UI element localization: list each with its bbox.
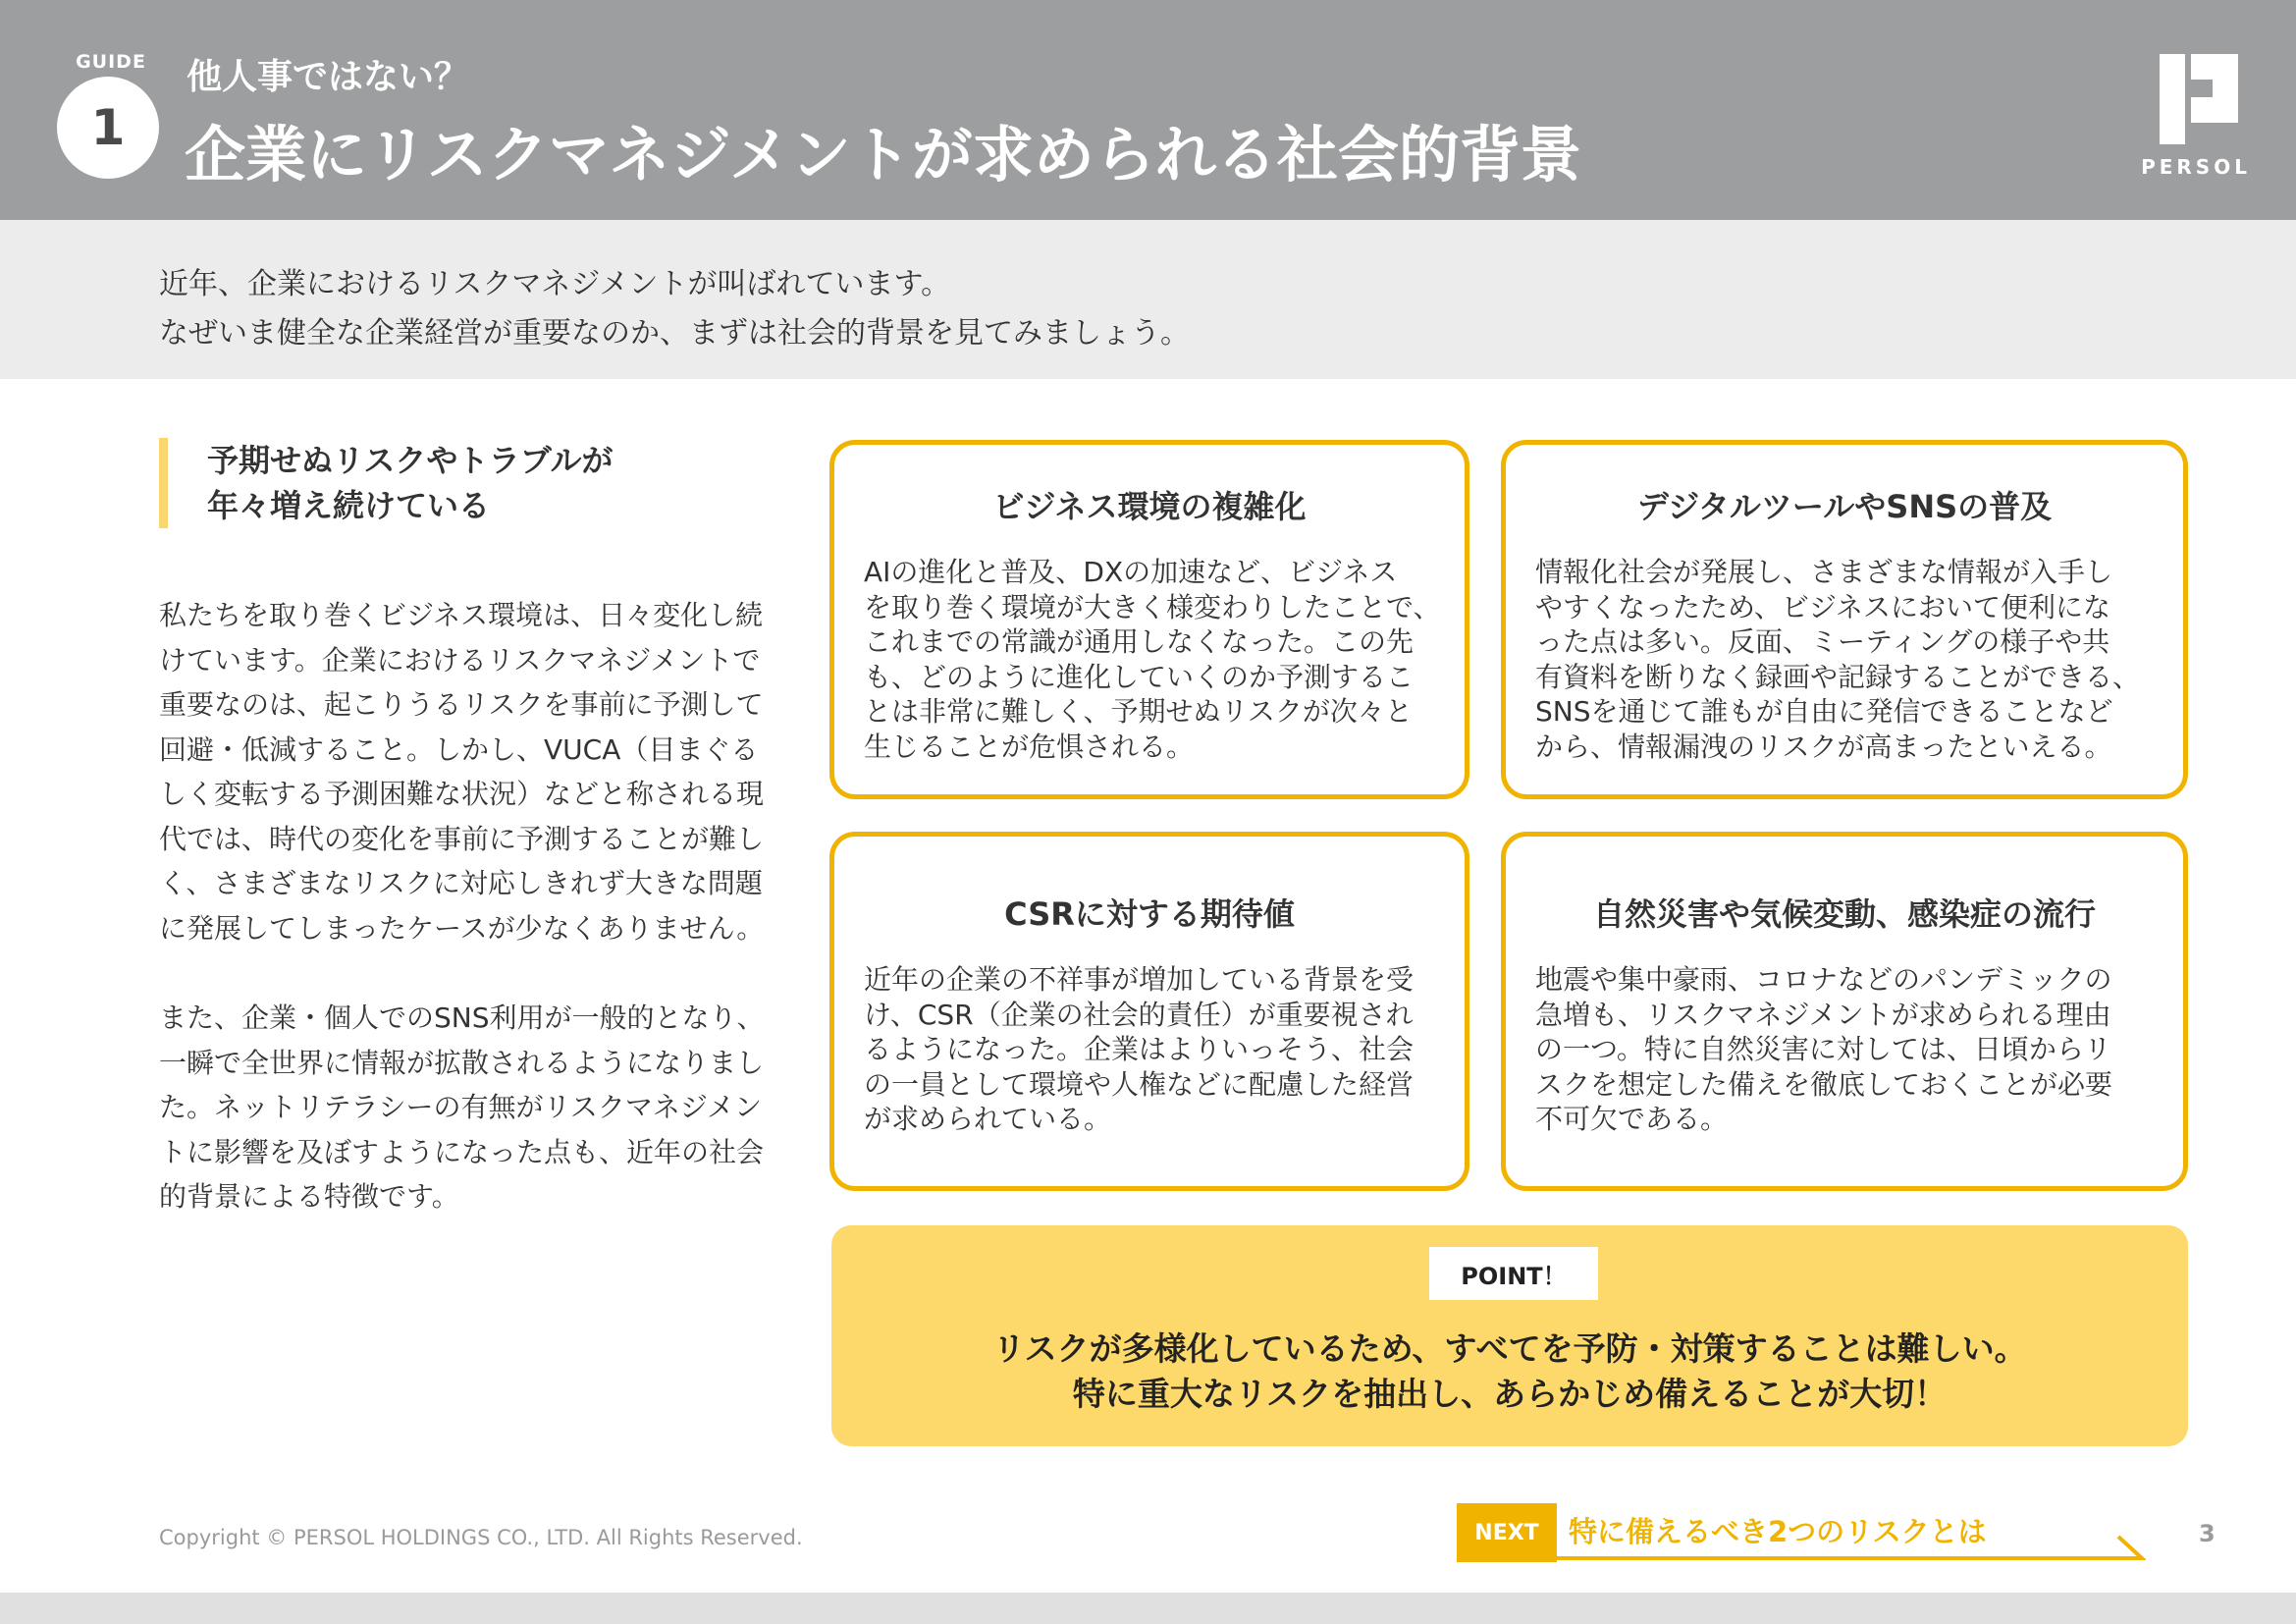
persol-logo-text: PERSOL [2141, 155, 2251, 179]
point-line-2: 特に重大なリスクを抽出し、あらかじめ備えることが大切！ [1072, 1375, 1948, 1413]
card-business-environment [829, 440, 1469, 799]
card-text: 地震や集中豪雨、コロナなどのパンデミックの 急増も、リスクマネジメントが求められる理由 の一つ。特に自然災害に対しては、日頃からリ スクを想定した備えを徹底しておくことが必要 不可欠である。 [1535, 963, 2113, 1135]
left-paragraph-1: 私たちを取り巻くビジネス環境は、日々変化し続 けています。企業におけるリスクマネジメントで 重要なのは、起こりうるリスクを事前に予測して 回避・低減すること。しかし、VUCA（目まぐる しく変転する予測困難な状況）などと称される現 代では、時代の変化を事前に予測することが難し く、さまざまなリスクに対応しきれず大きな問題 に発展してしまったケースが少なくありません。 [159, 599, 765, 945]
page-subtitle: 他人事ではない？ [187, 57, 470, 97]
card-title: 自然災害や気候変動、感染症の流行 [1592, 895, 2096, 933]
point-box [831, 1225, 2188, 1446]
card-title: CSRに対する期待値 [1004, 895, 1295, 933]
left-heading [159, 438, 613, 528]
page-number: 3 [2199, 1520, 2216, 1547]
left-paragraph-2: また、企業・個人でのSNS利用が一般的となり、 一瞬で全世界に情報が拡散されるようになりまし た。ネットリテラシーの有無がリスクマネジメン トに影響を及ぼすようになった点も、近年の社会 的背景による特徴です。 [159, 1001, 765, 1213]
next-link[interactable]: 特に備えるべき2つのリスクとは [1569, 1515, 1987, 1548]
point-line-1: リスクが多様化しているため、すべてを予防・対策することは難しい。 [992, 1329, 2027, 1368]
next-badge[interactable]: NEXT [1457, 1503, 1557, 1562]
left-heading-line-2: 年々増え続けている [207, 487, 491, 524]
bottom-band [0, 1593, 2296, 1624]
intro-line-2: なぜいま健全な企業経営が重要なのか、まずは社会的背景を見てみましょう。 [159, 316, 1190, 351]
copyright: Copyright © PERSOL HOLDINGS CO., LTD. All Rights Reserved. [159, 1526, 803, 1549]
next-arrow-icon [1557, 1527, 2146, 1566]
intro-band [0, 220, 2296, 379]
card-csr [829, 832, 1469, 1191]
header-band [0, 0, 2296, 220]
point-badge: POINT！ [1429, 1247, 1598, 1300]
guide-number: 1 [90, 99, 126, 156]
guide-label: GUIDE [76, 51, 146, 73]
page-title: 企業にリスクマネジメントが求められる社会的背景 [185, 119, 1581, 190]
card-text: 近年の企業の不祥事が増加している背景を受 け、CSR（企業の社会的責任）が重要視され るようになった。企業はよりいっそう、社会 の一員として環境や人権などに配慮した経営 が求められている。 [864, 963, 1415, 1135]
card-natural-disasters [1501, 832, 2188, 1191]
card-text: 情報化社会が発展し、さまざまな情報が入手し やすくなったため、ビジネスにおいて便利にな った点は多い。反面、ミーティングの様子や共 有資料を断りなく録画や記録することができる、 SNSを通じて誰もが自由に発信できることなど から、情報漏洩のリスクが高まったといえる。 [1535, 556, 2141, 763]
card-text: AIの進化と普及、DXの加速など、ビジネス を取り巻く環境が大きく様変わりしたことで、 これまでの常識が通用しなくなった。この先 も、どのように進化していくのか予測するこ とは非常に難しく、予期せぬリスクが次々と 生じることが危惧される。 [864, 556, 1441, 763]
guide-number-badge [57, 77, 159, 179]
card-title: デジタルツールやSNSの普及 [1636, 488, 2053, 525]
card-digital-tools [1501, 440, 2188, 799]
card-title: ビジネス環境の複雑化 [992, 488, 1307, 525]
left-heading-line-1: 予期せぬリスクやトラブルが [207, 442, 614, 479]
intro-line-1: 近年、企業におけるリスクマネジメントが叫ばれています。 [159, 267, 951, 301]
